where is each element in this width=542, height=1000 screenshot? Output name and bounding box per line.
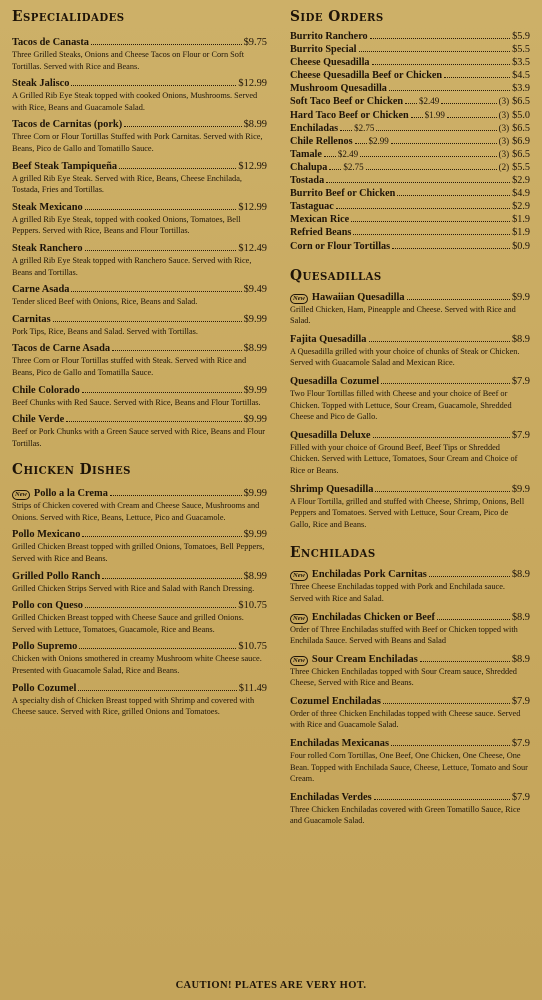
menu-item-header bbox=[290, 291, 530, 304]
dot-leader bbox=[351, 221, 510, 222]
menu-item-header bbox=[290, 375, 530, 388]
new-badge: New bbox=[290, 294, 308, 304]
menu-item bbox=[290, 737, 530, 785]
menu-item-header bbox=[290, 737, 530, 750]
caution-note: CAUTION! PLATES ARE VERY HOT. bbox=[175, 980, 367, 991]
side-order-row bbox=[290, 213, 530, 226]
side-order-price: $5.0 bbox=[512, 109, 530, 121]
dot-leader bbox=[437, 619, 510, 620]
side-order-price: $6.5 bbox=[512, 96, 530, 108]
menu-item-header bbox=[12, 242, 267, 255]
quesadillas-title: Quesadillas bbox=[290, 265, 382, 284]
dot-leader bbox=[429, 576, 510, 577]
menu-item-price: $8.9 bbox=[511, 653, 530, 665]
menu-item-name: Chile Verde bbox=[12, 414, 65, 426]
menu-item-price: $12.99 bbox=[238, 201, 267, 213]
menu-item bbox=[290, 333, 530, 369]
dot-leader bbox=[85, 209, 237, 210]
menu-item-description: Chicken with Onions smothered in creamy Mushroom white Cheese sauce. Presented with Guacamole Salad, Rice and Beans. bbox=[12, 654, 262, 676]
menu-item-name: Enchiladas Chicken or Beef bbox=[311, 611, 435, 623]
menu-item bbox=[12, 118, 267, 154]
menu-item-description: A specialty dish of Chicken Breast topped with Shrimp and covered with Cheese sauce. Served with Rice, grilled Onions and Tomatoes. bbox=[12, 695, 255, 717]
side-order-price: $5.5 bbox=[512, 44, 530, 56]
menu-item-price: $8.9 bbox=[511, 611, 530, 623]
menu-item-description: A grilled Rib Eye Steak topped with Ranchero Sauce. Served with Rice, Beans and Tortillas. bbox=[12, 255, 252, 277]
side-order-row bbox=[290, 226, 530, 239]
side-order-row bbox=[290, 161, 530, 174]
enchiladas-list bbox=[290, 568, 530, 827]
menu-item-header bbox=[290, 483, 530, 496]
dot-leader bbox=[66, 421, 241, 422]
dot-leader bbox=[447, 117, 497, 118]
side-order-price: $5.9 bbox=[512, 31, 530, 42]
menu-item-description: A grilled Rib Eye Steak, topped with cooked Onions, Tomatoes, Bell Peppers. Served with Rice, Beans and Flour Tortillas. bbox=[12, 214, 241, 236]
dot-leader bbox=[53, 321, 242, 322]
menu-item-description: A Flour Tortilla, grilled and stuffed with Cheese, Shrimp, Onions, Bell Peppers and Tomatoes. Served with Lettuce, Sour Cream, Pico de Gallo, Rice and Beans. bbox=[290, 496, 525, 529]
side-order-single-price: $2.49 bbox=[337, 148, 359, 159]
menu-item bbox=[12, 283, 267, 308]
menu-item-price: $7.9 bbox=[511, 695, 530, 707]
menu-item bbox=[290, 611, 530, 647]
menu-item bbox=[290, 483, 530, 531]
side-order-name: Chalupa bbox=[290, 161, 328, 173]
menu-item-header bbox=[290, 568, 530, 581]
dot-leader bbox=[420, 661, 510, 662]
menu-item-description: Three Corn or Flour Tortillas Stuffed with Pork Carnitas. Served with Rice, Beans, Pico de Gallo and Tomatillo Sauce. bbox=[12, 132, 263, 153]
dot-leader bbox=[110, 495, 242, 496]
dot-leader bbox=[360, 156, 497, 157]
menu-item-price: $8.9 bbox=[511, 333, 530, 345]
side-order-price: $3.5 bbox=[512, 57, 530, 69]
side-order-row bbox=[290, 69, 530, 82]
menu-item-price: $9.99 bbox=[243, 529, 267, 541]
menu-item-name: Steak Ranchero bbox=[12, 242, 83, 254]
new-badge: New bbox=[12, 490, 30, 500]
menu-item-price: $12.99 bbox=[238, 160, 267, 172]
dot-leader bbox=[78, 690, 236, 691]
side-order-name: Refried Beans bbox=[290, 227, 352, 239]
menu-item-description: A grilled Rib Eye Steak. Served with Rice, Beans, Cheese Enchilada, Tostada, Fries and Tortillas. bbox=[12, 173, 242, 195]
menu-item-header bbox=[12, 77, 267, 90]
menu-item-description: Three Cheese Enchiladas topped with Pork and Enchilada sauce. Served with Rice and Salad. bbox=[290, 582, 505, 603]
menu-item bbox=[290, 695, 530, 731]
dot-leader bbox=[71, 85, 236, 86]
dot-leader bbox=[383, 703, 510, 704]
dot-leader bbox=[391, 745, 510, 746]
dot-leader bbox=[91, 44, 242, 45]
menu-item-header bbox=[12, 342, 267, 355]
especialidades-list bbox=[12, 36, 267, 449]
side-order-name: Chile Rellenos bbox=[290, 135, 353, 147]
menu-item-description: Two Flour Tortillas filled with Cheese and your choice of Beef or Chicken. Topped with Lettuce, Sour Cream, Guacamole, Shredded Cheese and Pico de Gallo. bbox=[290, 388, 512, 422]
menu-item bbox=[12, 640, 267, 676]
chicken-dishes-title: Chicken Dishes bbox=[12, 460, 131, 479]
menu-item-name: Hawaiian Quesadilla bbox=[311, 291, 405, 303]
menu-item-name: Grilled Pollo Ranch bbox=[12, 570, 101, 582]
dot-leader bbox=[444, 77, 510, 78]
side-order-row bbox=[290, 174, 530, 187]
menu-item-price: $9.75 bbox=[243, 37, 267, 48]
side-order-price: $5.5 bbox=[512, 161, 530, 173]
side-order-name: Cheese Quesadilla Beef or Chicken bbox=[290, 70, 443, 82]
side-order-single-price: $1.99 bbox=[424, 109, 445, 120]
menu-item-price: $11.49 bbox=[238, 682, 267, 694]
menu-item-description: Three Corn or Flour Tortillas stuffed with Steak. Served with Rice and Beans, Pico de Gallo and Tomatilla Sauce. bbox=[12, 356, 247, 377]
menu-item-header bbox=[12, 36, 267, 49]
new-badge: New bbox=[290, 614, 308, 624]
dot-leader bbox=[340, 130, 352, 131]
side-order-single-price: $2.75 bbox=[343, 161, 364, 172]
dot-leader bbox=[329, 169, 341, 170]
dot-leader bbox=[376, 130, 496, 131]
menu-item-price: $12.49 bbox=[238, 242, 267, 254]
menu-item-description: Four rolled Corn Tortillas, One Beef, One Chicken, One Cheese, One Bean. Topped with Enchilada Sauce, Cheese, Lettuce, Tomato and Sour Cream. bbox=[290, 751, 528, 784]
menu-item-name: Enchiladas Mexicanas bbox=[290, 738, 390, 750]
menu-item bbox=[12, 36, 267, 72]
dot-leader bbox=[324, 156, 336, 157]
menu-item-price: $9.9 bbox=[511, 291, 530, 303]
menu-item-price: $9.99 bbox=[243, 488, 267, 500]
dot-leader bbox=[119, 168, 236, 169]
dot-leader bbox=[407, 299, 510, 300]
menu-item-description: Three Chicken Enchiladas topped with Sour Cream sauce, Shredded Cheese, Served with Rice and Beans. bbox=[290, 666, 517, 688]
menu-item-name: Steak Mexicano bbox=[12, 201, 83, 213]
menu-item-name: Fajita Quesadilla bbox=[290, 333, 367, 345]
side-order-quantity: (3) bbox=[498, 122, 510, 133]
menu-item-description: Order of three Chicken Enchiladas topped with Cheese sauce. Served with Rice and Guacamole Salad. bbox=[290, 708, 521, 730]
side-order-price: $3.9 bbox=[512, 83, 530, 95]
side-order-price: $6.5 bbox=[512, 148, 530, 160]
new-badge: New bbox=[290, 656, 308, 666]
menu-item-price: $7.9 bbox=[511, 738, 530, 750]
side-order-name: Burrito Special bbox=[290, 44, 357, 56]
menu-item-name: Pollo Supremo bbox=[12, 641, 78, 653]
menu-item-price: $9.99 bbox=[243, 384, 267, 396]
dot-leader bbox=[112, 350, 242, 351]
side-order-row bbox=[290, 240, 530, 253]
dot-leader bbox=[326, 182, 510, 183]
menu-item-price: $12.99 bbox=[238, 78, 267, 90]
dot-leader bbox=[355, 143, 367, 144]
menu-item-price: $8.99 bbox=[243, 570, 267, 582]
menu-item bbox=[12, 160, 267, 196]
dot-leader bbox=[389, 90, 510, 91]
menu-item-description: Order of Three Enchiladas stuffed with Beef or Chicken topped with Enchilada Sauce. Served with Beans and Salad bbox=[290, 624, 518, 646]
dot-leader bbox=[375, 491, 509, 492]
dot-leader bbox=[82, 536, 241, 537]
dot-leader bbox=[359, 51, 511, 52]
dot-leader bbox=[366, 169, 497, 170]
side-order-single-price: $2.75 bbox=[354, 122, 375, 133]
menu-item bbox=[12, 682, 267, 718]
menu-item-description: Pork Tips, Rice, Beans and Salad. Served with Tortillas. bbox=[12, 326, 198, 336]
side-order-row bbox=[290, 56, 530, 69]
menu-item-header bbox=[12, 413, 267, 426]
menu-item-price: $7.9 bbox=[511, 791, 530, 803]
side-order-name: Corn or Flour Tortillas bbox=[290, 240, 391, 252]
menu-item-header bbox=[12, 283, 267, 296]
side-order-row bbox=[290, 148, 530, 161]
menu-item-description: Beef Chunks with Red Sauce. Served with Rice, Beans and Flour Tortillas. bbox=[12, 397, 261, 407]
menu-item-description: Tender sliced Beef with Onions, Rice, Beans and Salad. bbox=[12, 297, 198, 307]
menu-item-name: Enchiladas Verdes bbox=[290, 791, 372, 803]
side-order-row bbox=[290, 122, 530, 135]
dot-leader bbox=[124, 126, 241, 127]
side-order-row bbox=[290, 95, 530, 108]
enchiladas-title: Enchiladas bbox=[290, 543, 376, 562]
dot-leader bbox=[405, 103, 417, 104]
menu-item-header bbox=[290, 429, 530, 442]
menu-item bbox=[12, 570, 267, 595]
menu-item-name: Tacos de Carne Asada bbox=[12, 343, 111, 355]
menu-item bbox=[290, 291, 530, 327]
menu-item bbox=[290, 791, 530, 827]
menu-item bbox=[290, 429, 530, 477]
side-order-name: Cheese Quesadilla bbox=[290, 57, 370, 69]
side-orders-list bbox=[290, 30, 530, 253]
menu-item-description: Beef or Pork Chunks with a Green Sauce served with Rice, Beans and Flour Tortillas. bbox=[12, 427, 265, 448]
especialidades-title: Especialidades bbox=[12, 7, 125, 25]
side-order-name: Mexican Rice bbox=[290, 214, 350, 226]
menu-item-price: $7.9 bbox=[511, 375, 530, 387]
menu-item-price: $10.75 bbox=[238, 600, 267, 612]
menu-item-header bbox=[12, 487, 267, 500]
menu-item bbox=[290, 375, 530, 423]
side-order-row bbox=[290, 109, 530, 122]
menu-item-name: Beef Steak Tampiqueña bbox=[12, 160, 118, 172]
dot-leader bbox=[79, 648, 236, 649]
dot-leader bbox=[102, 578, 241, 579]
side-order-name: Tostada bbox=[290, 175, 325, 187]
dot-leader bbox=[372, 64, 511, 65]
menu-item-price: $9.49 bbox=[243, 284, 267, 296]
menu-item-name: Sour Cream Enchiladas bbox=[311, 653, 418, 665]
menu-item bbox=[290, 568, 530, 604]
menu-item bbox=[12, 342, 267, 378]
side-order-price: $1.9 bbox=[512, 227, 530, 239]
menu-item-header bbox=[12, 599, 267, 612]
menu-item-description: Grilled Chicken Breast topped with grilled Onions, Tomatoes, Bell Peppers, Served with Rice and Beans. bbox=[12, 542, 265, 564]
dot-leader bbox=[85, 250, 237, 251]
menu-item bbox=[12, 599, 267, 635]
dot-leader bbox=[397, 195, 510, 196]
menu-item-description: Strips of Chicken covered with Cream and Cheese Sauce, Mushrooms and Onions. Served with Rice, Beans, Lettuce, Pico and Guacamole. bbox=[12, 501, 260, 522]
side-orders-title: Side Orders bbox=[290, 7, 384, 25]
menu-item bbox=[12, 528, 267, 564]
side-order-single-price: $2.99 bbox=[368, 135, 389, 146]
dot-leader bbox=[374, 799, 510, 800]
quesadillas-list bbox=[290, 291, 530, 531]
menu-item-name: Shrimp Quesadilla bbox=[290, 483, 374, 495]
menu-item-header bbox=[12, 201, 267, 214]
side-order-price: $2.9 bbox=[512, 201, 530, 213]
menu-item-header bbox=[290, 333, 530, 346]
menu-item bbox=[12, 242, 267, 278]
menu-item-price: $9.9 bbox=[511, 483, 530, 495]
dot-leader bbox=[441, 103, 496, 104]
side-order-quantity: (2) bbox=[498, 161, 510, 172]
side-order-quantity: (3) bbox=[498, 148, 510, 159]
menu-item-description: Grilled Chicken Breast topped with Cheese Sauce and grilled Onions. Served with Lettuce, Tomatoes, Guacamole, Rice and Beans. bbox=[12, 613, 244, 634]
side-order-name: Mushroom Quesadilla bbox=[290, 83, 387, 95]
menu-item bbox=[12, 384, 267, 409]
side-order-price: $6.5 bbox=[512, 122, 530, 134]
menu-item-description: A Grilled Rib Eye Steak topped with cooked Onions, Mushrooms. Served with Rice, Beans and Guacamole Salad. bbox=[12, 91, 258, 112]
menu-item-header bbox=[12, 640, 267, 653]
side-order-price: $2.9 bbox=[512, 175, 530, 187]
dot-leader bbox=[336, 208, 510, 209]
side-order-quantity: (3) bbox=[498, 135, 510, 146]
menu-item bbox=[290, 653, 530, 689]
menu-item-description: A Quesadilla grilled with your choice of chunks of Steak or Chicken. Served with Guacamole Salad and Mexican Rice. bbox=[290, 346, 520, 368]
side-order-name: Hard Taco Beef or Chicken bbox=[290, 109, 409, 121]
menu-item-name: Cozumel Enchiladas bbox=[290, 695, 381, 707]
dot-leader bbox=[369, 341, 510, 342]
menu-item bbox=[12, 201, 267, 237]
menu-item-name: Chile Colorado bbox=[12, 384, 80, 396]
side-order-name: Soft Taco Beef or Chicken bbox=[290, 96, 404, 108]
menu-item-name: Pollo Mexicano bbox=[12, 529, 81, 541]
menu-item-name: Quesadilla Cozumel bbox=[290, 375, 380, 387]
menu-item-header bbox=[12, 682, 267, 695]
side-order-row bbox=[290, 200, 530, 213]
menu-item bbox=[12, 313, 267, 338]
menu-item-name: Steak Jalisco bbox=[12, 78, 70, 90]
new-badge: New bbox=[290, 571, 308, 581]
side-order-row bbox=[290, 43, 530, 56]
menu-item-price: $7.9 bbox=[511, 429, 530, 441]
menu-item-header bbox=[12, 384, 267, 397]
side-order-name: Tastaguac bbox=[290, 201, 334, 213]
menu-item-header bbox=[12, 570, 267, 583]
menu-item bbox=[12, 487, 267, 523]
menu-item-name: Carnitas bbox=[12, 313, 51, 325]
menu-item-header bbox=[12, 528, 267, 541]
menu-item-name: Carne Asada bbox=[12, 284, 70, 296]
menu-item-name: Pollo Cozumel bbox=[12, 682, 77, 694]
dot-leader bbox=[411, 117, 423, 118]
right-column bbox=[290, 0, 530, 827]
menu-item-description: Three Grilled Steaks, Onions and Cheese Tacos on Flour or Corn Soft Tortillas. Served with Rice and Beans. bbox=[12, 50, 245, 71]
menu-item-description: Grilled Chicken, Ham, Pineapple and Cheese. Served with Rice and Salad. bbox=[290, 304, 516, 326]
side-order-quantity: (3) bbox=[498, 96, 510, 107]
menu-item-price: $8.99 bbox=[243, 343, 267, 355]
side-order-row bbox=[290, 30, 530, 43]
side-order-price: $1.9 bbox=[512, 214, 530, 226]
side-order-price: $4.5 bbox=[512, 70, 530, 82]
menu-item-header bbox=[12, 313, 267, 326]
dot-leader bbox=[370, 38, 511, 39]
dot-leader bbox=[82, 392, 242, 393]
menu-item-header bbox=[12, 118, 267, 131]
side-order-row bbox=[290, 82, 530, 95]
side-order-quantity: (3) bbox=[498, 109, 510, 120]
menu-item-price: $10.75 bbox=[238, 641, 267, 653]
menu-item-price: $8.99 bbox=[243, 119, 267, 131]
menu-item-description: Grilled Chicken Strips Served with Rice and Salad with Ranch Dressing. bbox=[12, 583, 255, 593]
dot-leader bbox=[373, 437, 510, 438]
menu-item-name: Tacos de Carnitas (pork) bbox=[12, 119, 123, 131]
side-order-name: Enchiladas bbox=[290, 122, 339, 134]
menu-item bbox=[12, 77, 267, 113]
side-order-name: Burrito Beef or Chicken bbox=[290, 188, 396, 200]
menu-item-header bbox=[290, 653, 530, 666]
menu-item-name: Enchiladas Pork Carnitas bbox=[311, 569, 427, 581]
side-order-row bbox=[290, 135, 530, 148]
menu-item-price: $9.99 bbox=[243, 313, 267, 325]
side-order-name: Tamale bbox=[290, 148, 322, 160]
side-order-price: $0.9 bbox=[512, 240, 530, 252]
menu-item-header bbox=[290, 791, 530, 804]
dot-leader bbox=[71, 291, 241, 292]
side-order-price: $6.9 bbox=[512, 135, 530, 147]
dot-leader bbox=[85, 607, 236, 608]
side-order-single-price: $2.49 bbox=[419, 96, 440, 107]
dot-leader bbox=[392, 248, 510, 249]
menu-item-name: Quesadilla Deluxe bbox=[290, 429, 371, 441]
menu-item-price: $8.9 bbox=[511, 569, 530, 581]
menu-item-name: Tacos de Canasta bbox=[12, 37, 89, 48]
left-column bbox=[12, 0, 267, 718]
side-order-name: Burrito Ranchero bbox=[290, 31, 368, 42]
dot-leader bbox=[353, 234, 510, 235]
dot-leader bbox=[391, 143, 497, 144]
menu-item-header bbox=[290, 695, 530, 708]
dot-leader bbox=[381, 383, 510, 384]
menu-item-name: Pollo a la Crema bbox=[33, 488, 108, 500]
menu-item-header bbox=[12, 160, 267, 173]
menu-item-name: Pollo con Queso bbox=[12, 600, 84, 612]
menu-item-description: Filled with your choice of Ground Beef, Beef Tips or Shredded Chicken. Served with Lettuce, Tomatoes, Sour Cream and Choice of Rice or Beans. bbox=[290, 442, 518, 475]
menu-item-header bbox=[290, 611, 530, 624]
side-order-price: $4.9 bbox=[512, 188, 530, 200]
chicken-dishes-list bbox=[12, 487, 267, 718]
menu-item bbox=[12, 413, 267, 449]
menu-item-price: $9.99 bbox=[243, 414, 267, 426]
menu-item-description: Three Chicken Enchiladas covered with Green Tomatillo Sauce, Rice and Guacamole Salad. bbox=[290, 804, 521, 826]
side-order-row bbox=[290, 187, 530, 200]
